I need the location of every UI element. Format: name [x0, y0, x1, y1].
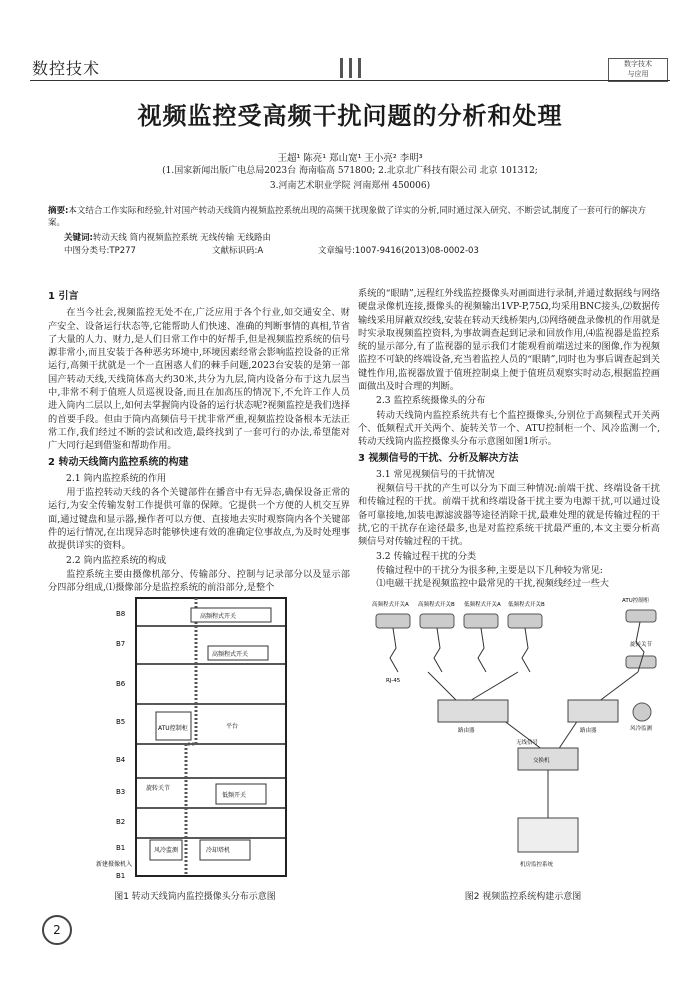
logo-line1: 数字技术 — [624, 60, 652, 68]
section-3-2-para1: 传输过程中的干扰分为很多种,主要是以下几种较为常见: — [376, 564, 603, 576]
affil-line1: (1.国家新闻出版广电总局2023台 海南临高 571800; 2.北京北广科技有限公司 北京 101312; — [162, 166, 538, 176]
abstract-text: 本文结合工作实际和经验,针对国产转动天线筒内视频监控系统出现的高频干扰现象做了详实的分析,同时通过深入研究、不断尝试,制度了一套可行的解决方案。 — [48, 206, 647, 228]
left-column — [48, 287, 350, 595]
section-2-2-title: 2.2 筒内监控系统的构成 — [66, 554, 167, 566]
fig1-label-fan: 风冷监测 — [154, 847, 179, 854]
fig1-label-hf2: 高频程式开关 — [212, 651, 249, 658]
section-header: 数控技术 — [32, 59, 101, 78]
fig2-label-router2: 路由器 — [580, 728, 597, 734]
figure-1 — [96, 594, 296, 882]
fig2-label-fan: 风冷监测 — [630, 726, 653, 732]
section-2-1-para: 用于监控转动天线的各个关键部件在播音中有无异态,确保设备正常的运行,为安全传输发射工作提供可靠的保障。它提供一个方便的人机交互界面,通过键盘和显示器,操作者可以方便、直接地去实时观察筒内各个关键部件的运行情况,在出现异态时能够快速有效的准确定位事故点,为及时处理事故提供详实的资料。 — [48, 487, 350, 552]
fig2-label-router1: 路由器 — [458, 728, 475, 734]
affiliations — [0, 164, 700, 194]
section-2-title: 2 转动天线筒内监控系统的构建 — [48, 456, 189, 468]
fig1-label-rot: 旋转关节 — [146, 785, 171, 792]
section-2-3-title: 2.3 监控系统摄像头的分布 — [376, 395, 486, 407]
header-decor — [340, 58, 362, 78]
fig1-floor: B5 — [116, 718, 126, 726]
fig1-label-ctrl: 冷却塔机 — [206, 847, 231, 854]
section-2-2-para: 监控系统主要由摄像机部分、传输部分、控制与记录部分以及显示部分四部分组成,⑴摄像部分是监控系统的前沿部分,是整个 — [48, 568, 350, 594]
fig2-label-cam4: 低频程式开关B — [508, 602, 545, 608]
fig1-floor: B1 — [116, 844, 126, 852]
logo-line2: 与应用 — [627, 70, 649, 78]
authors: 王超¹ 陈亮¹ 郑山宽¹ 王小亮² 李明³ — [277, 153, 423, 164]
fig2-label-cam3: 低频程式开关A — [464, 602, 501, 608]
figure-1-caption: 图1 转动天线筒内监控摄像头分布示意图 — [114, 892, 276, 902]
right-column — [358, 287, 660, 591]
fig1-floor: B2 — [116, 818, 126, 826]
fig2-label-cam2: 高频程式开关B — [418, 602, 455, 608]
affil-line2: 3.河南艺术职业学院 河南郑州 450006) — [269, 181, 431, 191]
para-continued: 系统的“眼睛”,远程红外线监控摄像头对画面进行录制,并通过数据线与网络硬盘录像机连接,摄像头的视频输出1VP-P,75Ω,均采用BNC接头,⑵数据传输线采用屏蔽双绞线,安装在转动天线桥架内,⑶网络硬盘录像机的作用就是时实录取视频监控资料,为事故调查起到记录和回放作用,⑷监视器是监控系统的显示部分,有了监视器的显示我们才能观看前端送过来的图像,作为视频监控不可缺的终端设备,充当着监控人员的“眼睛”,同时也为事后调查起到关键性作用,监视器放置于值班控制桌上便于值班员观察实时动态,根据监控画面做出及时合理的判断。 — [358, 288, 660, 393]
section-3-title: 3 视频信号的干扰、分析及解决方法 — [358, 452, 519, 464]
page-number: 2 — [42, 915, 72, 945]
fig1-label-atu: ATU控制柜 — [158, 725, 188, 732]
fig2-label-rot: 旋转关节 — [630, 642, 653, 648]
section-3-2-title: 3.2 传输过程干扰的分类 — [376, 550, 477, 562]
header-rule — [30, 80, 670, 81]
section-3-1-title: 3.1 常见视频信号的干扰情况 — [376, 468, 495, 480]
fig1-floor: B3 — [116, 788, 126, 796]
fig1-label-b1: B1 — [116, 872, 126, 880]
abstract — [48, 205, 652, 229]
section-1-title: 1 引言 — [48, 291, 79, 302]
fig1-label-hf: 高频程式开关 — [200, 613, 237, 620]
fig1-diagram — [96, 594, 296, 882]
figure-2-caption: 图2 视频监控系统构建示意图 — [464, 892, 582, 902]
doc-code — [212, 244, 263, 256]
fig2-diagram — [368, 592, 674, 882]
section-1-para: 在当今社会,视频监控无处不在,广泛应用于各个行业,如交通安全、财产安全、设备运行状态等,它能帮助人们快速、准确的判断事情的真相,节省了大量的人力、财力,是人们日常工作中的好帮手,但是视频监控系统的信号源非常小,而且安装于各种恶劣环境中,环境因素经常会影响监控设备的正常运行,高频干扰就是一个一直困惑人们的棘手问题,2023台安装的是第一部国产转动天线,天线筒体高大约30米,共分为九层,筒内设备分布于这九层当中,非常不利于值班人员巡视设备,而且在加高压的情况下,不允许工作人员进入筒内二层以上,如何去掌握筒内设备的运行状态呢?视频监控是我们选择的首要手段。但由于筒内高频信号干扰非常严重,视频监控设备根本无法正常工作,我们经过不断的尝试和改造,最终找到了一套可行的办法,希望能对广大同行起到借鉴和帮助作用。 — [48, 307, 350, 452]
fig1-label-plat: 平台 — [226, 723, 239, 730]
section-3-2-para2: ⑴电磁干扰是视频监控中最常见的干扰,视频线经过一些大 — [376, 578, 609, 590]
section-2-1-title: 2.1 筒内监控系统的作用 — [66, 472, 167, 484]
fig1-label-lf: 低频开关 — [222, 792, 247, 799]
journal-logo — [608, 58, 668, 82]
fig1-floor: B8 — [116, 610, 126, 618]
fig2-label-cam1: 高频程式开关A — [372, 602, 409, 608]
clc-label: 中图分类号: — [64, 246, 110, 256]
clc — [64, 244, 136, 256]
clc-value: TP277 — [109, 246, 136, 256]
doc-label: 文献标识码: — [212, 246, 258, 256]
article-value: 1007-9416(2013)08-0002-03 — [354, 246, 479, 256]
doc-value: A — [257, 246, 264, 256]
paper-title: 视频监控受高频干扰问题的分析和处理 — [137, 102, 563, 130]
keywords — [64, 231, 271, 243]
fig2-label-wireless: 无线信号 — [516, 740, 539, 746]
fig2-label-nvr: 机房监控系统 — [520, 862, 554, 868]
abstract-label: 摘要: — [48, 206, 69, 216]
section-2-3-para: 转动天线筒内监控系统共有七个监控摄像头,分别位于高频程式开关两个、低频程式开关两个、旋转关节一个、ATU控制柜一个、风冷监测一个,转动天线筒内监控摄像头分布示意图如图1所示。 — [358, 409, 660, 448]
keywords-text: 转动天线 筒内视频监控系统 无线传输 无线路由 — [92, 233, 272, 243]
article-label: 文章编号: — [318, 246, 355, 256]
keywords-label: 关键词: — [64, 233, 93, 243]
fig1-floor: B6 — [116, 680, 126, 688]
fig2-label-rj45: RJ-45 — [386, 678, 401, 684]
article-no — [318, 244, 479, 256]
fig2-label-atu: ATU控制柜 — [622, 598, 650, 604]
fig1-label-new: 新建摄像机入 — [96, 861, 133, 868]
section-3-1-para: 视频信号干扰的产生可以分为下面三种情况:前端干扰、终端设备干扰和传输过程的干扰。前端干扰和终端设备干扰主要为电源干扰,可以通过设备可靠接地,加装电源滤波器等途径消除干扰,最难处理的就是传输过程的干扰,它的干扰存在途径最多,也是对监控系统干扰最严重的,本文主要分析高频信号对传输过程的干扰。 — [358, 483, 660, 548]
fig1-floor: B4 — [116, 756, 126, 764]
figure-2 — [368, 592, 674, 882]
fig2-label-switch: 交换机 — [533, 758, 550, 764]
fig1-floor: B7 — [116, 640, 126, 648]
